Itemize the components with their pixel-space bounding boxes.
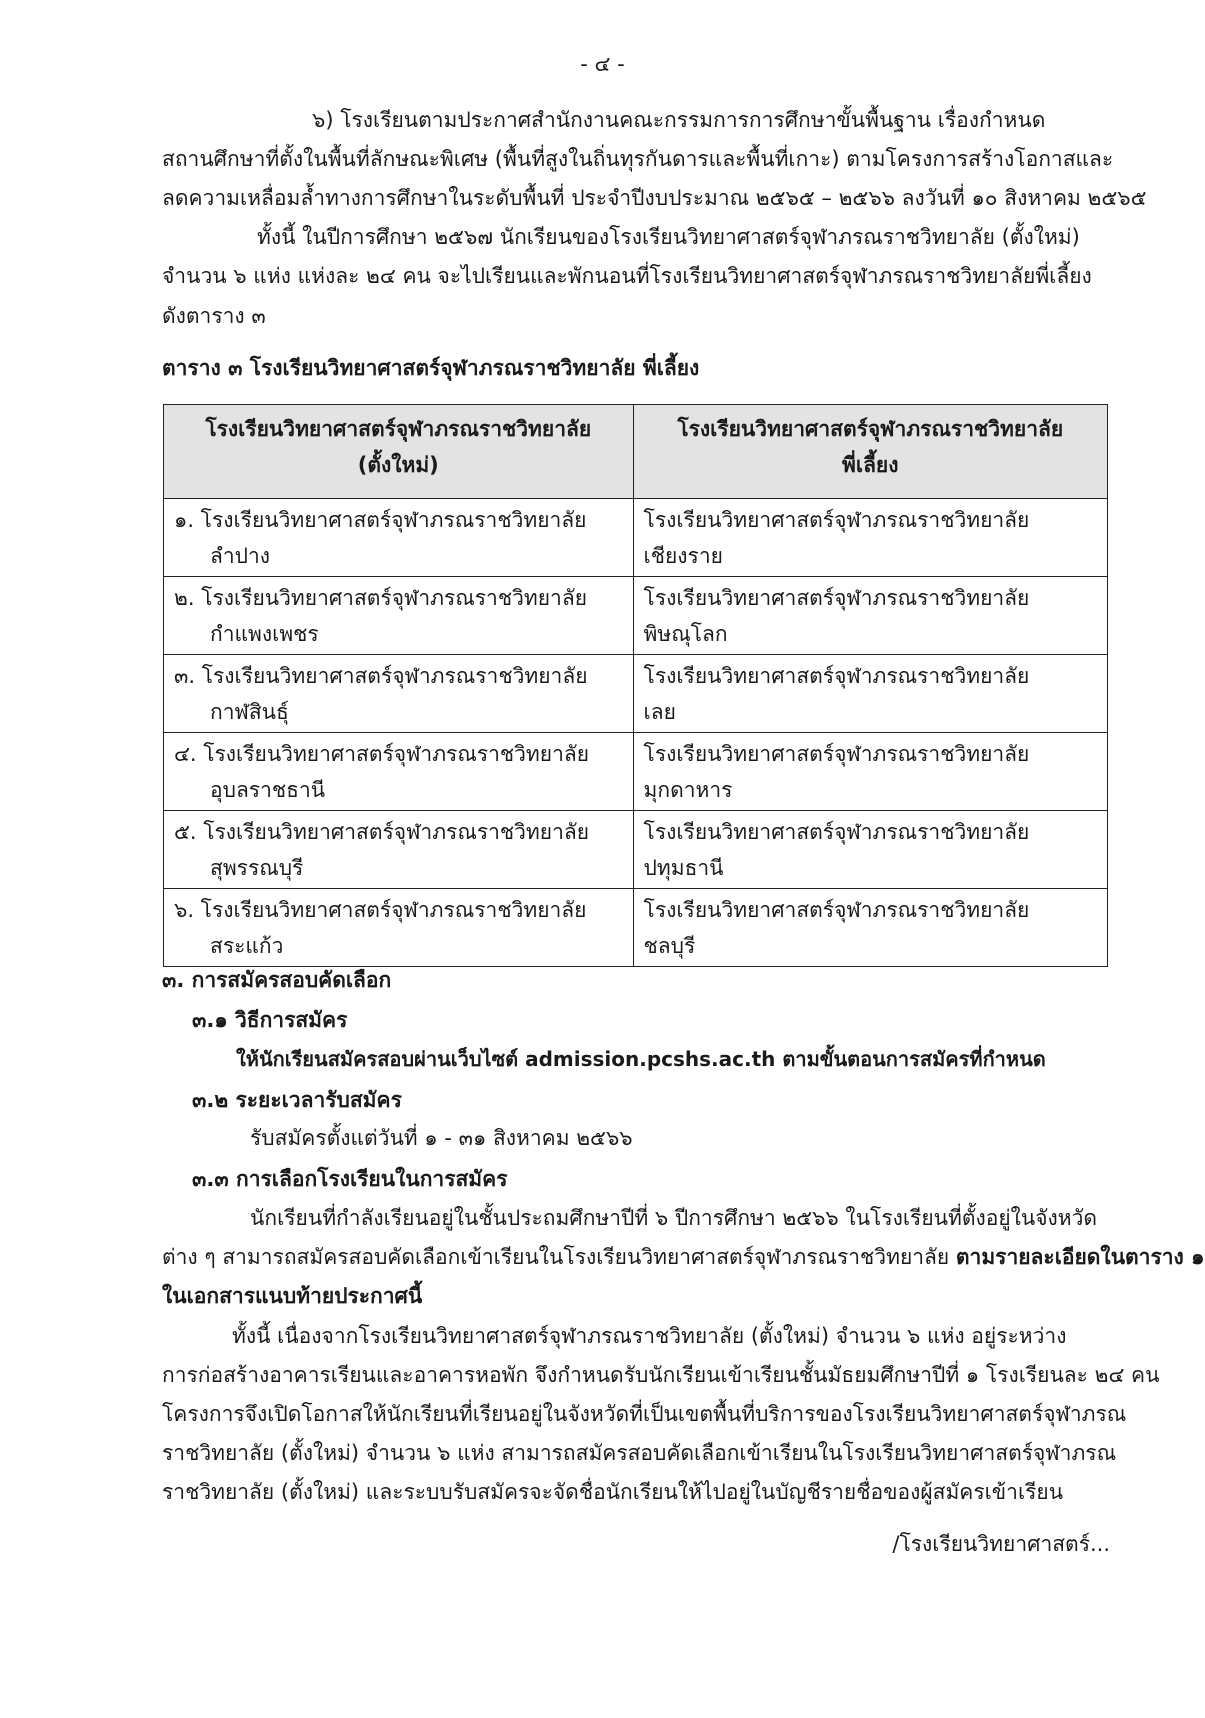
new-school-cell bbox=[164, 499, 634, 577]
section3-title: ๓. การสมัครสอบคัดเลือก bbox=[162, 968, 392, 992]
table-row bbox=[164, 655, 1108, 733]
new-school-name: ๑. โรงเรียนวิทยาศาสตร์จุฬาภรณราชวิทยาลัย bbox=[174, 508, 587, 532]
mentor-school-cell bbox=[633, 577, 1107, 655]
mentor-school-cell bbox=[633, 499, 1107, 577]
new-school-province: กาฬสินธุ์ bbox=[210, 700, 289, 724]
mentor-school-province: เชียงราย bbox=[643, 544, 723, 568]
new-school-cell bbox=[164, 889, 634, 967]
intro-para-line1: ทั้งนี้ ในปีการศึกษา ๒๕๖๗ นักเรียนของโรงเรียนวิทยาศาสตร์จุฬาภรณราชวิทยาลัย (ตั้งใหม่) bbox=[257, 225, 1080, 249]
new-school-province: กำแพงเพชร bbox=[210, 622, 319, 646]
mentor-school-cell bbox=[633, 655, 1107, 733]
table-row bbox=[164, 811, 1108, 889]
table3-header-row bbox=[164, 405, 1108, 499]
intro-para-line3: ดังตาราง ๓ bbox=[162, 304, 266, 328]
intro-item6-line2: สถานศึกษาที่ตั้งในพื้นที่ลักษณะพิเศษ (พื้นที่สูงในถิ่นทุรกันดารและพื้นที่เกาะ) ตามโครงการสร้างโอกาสและ bbox=[162, 147, 1114, 171]
header-new-line1: โรงเรียนวิทยาศาสตร์จุฬาภรณราชวิทยาลัย bbox=[205, 417, 592, 441]
mentor-school-cell bbox=[633, 733, 1107, 811]
new-school-province: สุพรรณบุรี bbox=[210, 856, 304, 880]
header-mentor-line2: พี่เลี้ยง bbox=[842, 453, 899, 477]
new-school-province: อุบลราชธานี bbox=[210, 778, 326, 802]
s33-p2-line4: ราชวิทยาลัย (ตั้งใหม่) จำนวน ๖ แห่ง สามารถสมัครสอบคัดเลือกเข้าเรียนในโรงเรียนวิทยาศาสตร์จุฬาภรณ bbox=[162, 1441, 1117, 1465]
s33-p2-line2: การก่อสร้างอาคารเรียนและอาคารหอพัก จึงกำหนดรับนักเรียนเข้าเรียนชั้นมัธยมศึกษาปีที่ ๑ โรงเรียนละ ๒๔ คน bbox=[162, 1363, 1160, 1387]
intro-item6-line3: ลดความเหลื่อมล้ำทางการศึกษาในระดับพื้นที่ ประจำปีงบประมาณ ๒๕๖๕ – ๒๕๖๖ ลงวันที่ ๑๐ สิงหาคม ๒๕๖๕ bbox=[162, 186, 1147, 210]
mentor-school-province: ปทุมธานี bbox=[643, 856, 724, 880]
s33-p2-line5: ราชวิทยาลัย (ตั้งใหม่) และระบบรับสมัครจะจัดชื่อนักเรียนให้ไปอยู่ในบัญชีรายชื่อของผู้สมัครเข้าเรียน bbox=[162, 1480, 1064, 1504]
header-mentor-line1: โรงเรียนวิทยาศาสตร์จุฬาภรณราชวิทยาลัย bbox=[677, 417, 1064, 441]
mentor-school-province: เลย bbox=[643, 700, 676, 724]
mentor-school-name: โรงเรียนวิทยาศาสตร์จุฬาภรณราชวิทยาลัย bbox=[643, 664, 1030, 688]
s33-title: ๓.๓ การเลือกโรงเรียนในการสมัคร bbox=[192, 1167, 508, 1191]
continuation-footer: /โรงเรียนวิทยาศาสตร์... bbox=[892, 1532, 1110, 1556]
table3-header-mentor-schools bbox=[633, 405, 1107, 499]
page-number: - ๔ - bbox=[580, 52, 625, 76]
table3 bbox=[163, 404, 1108, 967]
s33-p1-line2-bold: ตามรายละเอียดในตาราง ๑ bbox=[955, 1245, 1205, 1269]
intro-para-line2: จำนวน ๖ แห่ง แห่งละ ๒๔ คน จะไปเรียนและพักนอนที่โรงเรียนวิทยาศาสตร์จุฬาภรณราชวิทยาลัยพี่เลี้ยง bbox=[162, 264, 1092, 288]
header-new-line2: (ตั้งใหม่) bbox=[357, 453, 439, 477]
mentor-school-name: โรงเรียนวิทยาศาสตร์จุฬาภรณราชวิทยาลัย bbox=[643, 820, 1030, 844]
s33-p2-line1: ทั้งนี้ เนื่องจากโรงเรียนวิทยาศาสตร์จุฬาภรณราชวิทยาลัย (ตั้งใหม่) จำนวน ๖ แห่ง อยู่ระหว่าง bbox=[232, 1324, 1067, 1348]
mentor-school-province: พิษณุโลก bbox=[643, 622, 728, 646]
new-school-name: ๔. โรงเรียนวิทยาศาสตร์จุฬาภรณราชวิทยาลัย bbox=[174, 742, 590, 766]
s32-text: รับสมัครตั้งแต่วันที่ ๑ - ๓๑ สิงหาคม ๒๕๖๖ bbox=[250, 1126, 633, 1150]
s32-title: ๓.๒ ระยะเวลารับสมัคร bbox=[192, 1088, 402, 1112]
table3-caption: ตาราง ๓ โรงเรียนวิทยาศาสตร์จุฬาภรณราชวิทยาลัย พี่เลี้ยง bbox=[162, 356, 700, 380]
new-school-cell bbox=[164, 733, 634, 811]
new-school-province: ลำปาง bbox=[210, 544, 271, 568]
s33-p2-line3: โครงการจึงเปิดโอกาสให้นักเรียนที่เรียนอยู่ในจังหวัดที่เป็นเขตพื้นที่บริการของโรงเรียนวิทยาศาสตร์จุฬาภรณ bbox=[162, 1402, 1127, 1426]
s33-p1-line2-normal: ต่าง ๆ สามารถสมัครสอบคัดเลือกเข้าเรียนในโรงเรียนวิทยาศาสตร์จุฬาภรณราชวิทยาลัย bbox=[162, 1245, 950, 1269]
mentor-school-name: โรงเรียนวิทยาศาสตร์จุฬาภรณราชวิทยาลัย bbox=[643, 898, 1030, 922]
s31-text: ให้นักเรียนสมัครสอบผ่านเว็บไซต์ admission.pcshs.ac.th ตามขั้นตอนการสมัครที่กำหนด bbox=[236, 1047, 1046, 1071]
table3-header-new-schools bbox=[164, 405, 634, 499]
s31-title: ๓.๑ วิธีการสมัคร bbox=[192, 1008, 348, 1032]
s33-p1-line1: นักเรียนที่กำลังเรียนอยู่ในชั้นประถมศึกษาปีที่ ๖ ปีการศึกษา ๒๕๖๖ ในโรงเรียนที่ตั้งอยู่ในจังหวัด bbox=[250, 1206, 1098, 1230]
mentor-school-name: โรงเรียนวิทยาศาสตร์จุฬาภรณราชวิทยาลัย bbox=[643, 508, 1030, 532]
s33-p1-line2 bbox=[162, 1241, 1204, 1274]
new-school-name: ๓. โรงเรียนวิทยาศาสตร์จุฬาภรณราชวิทยาลัย bbox=[174, 664, 588, 688]
table-row bbox=[164, 577, 1108, 655]
mentor-school-name: โรงเรียนวิทยาศาสตร์จุฬาภรณราชวิทยาลัย bbox=[643, 586, 1030, 610]
intro-item6-line1: ๖) โรงเรียนตามประกาศสำนักงานคณะกรรมการการศึกษาขั้นพื้นฐาน เรื่องกำหนด bbox=[312, 108, 1046, 132]
new-school-cell bbox=[164, 577, 634, 655]
mentor-school-name: โรงเรียนวิทยาศาสตร์จุฬาภรณราชวิทยาลัย bbox=[643, 742, 1030, 766]
mentor-school-cell bbox=[633, 811, 1107, 889]
new-school-name: ๕. โรงเรียนวิทยาศาสตร์จุฬาภรณราชวิทยาลัย bbox=[174, 820, 590, 844]
table-row bbox=[164, 499, 1108, 577]
s33-p1-line3: ในเอกสารแนบท้ายประกาศนี้ bbox=[162, 1284, 423, 1308]
mentor-school-cell bbox=[633, 889, 1107, 967]
new-school-name: ๖. โรงเรียนวิทยาศาสตร์จุฬาภรณราชวิทยาลัย bbox=[174, 898, 587, 922]
mentor-school-province: ชลบุรี bbox=[643, 934, 696, 958]
mentor-school-province: มุกดาหาร bbox=[643, 778, 733, 802]
table-row bbox=[164, 733, 1108, 811]
new-school-name: ๒. โรงเรียนวิทยาศาสตร์จุฬาภรณราชวิทยาลัย bbox=[174, 586, 587, 610]
new-school-cell bbox=[164, 811, 634, 889]
new-school-cell bbox=[164, 655, 634, 733]
new-school-province: สระแก้ว bbox=[210, 934, 284, 958]
table-row bbox=[164, 889, 1108, 967]
